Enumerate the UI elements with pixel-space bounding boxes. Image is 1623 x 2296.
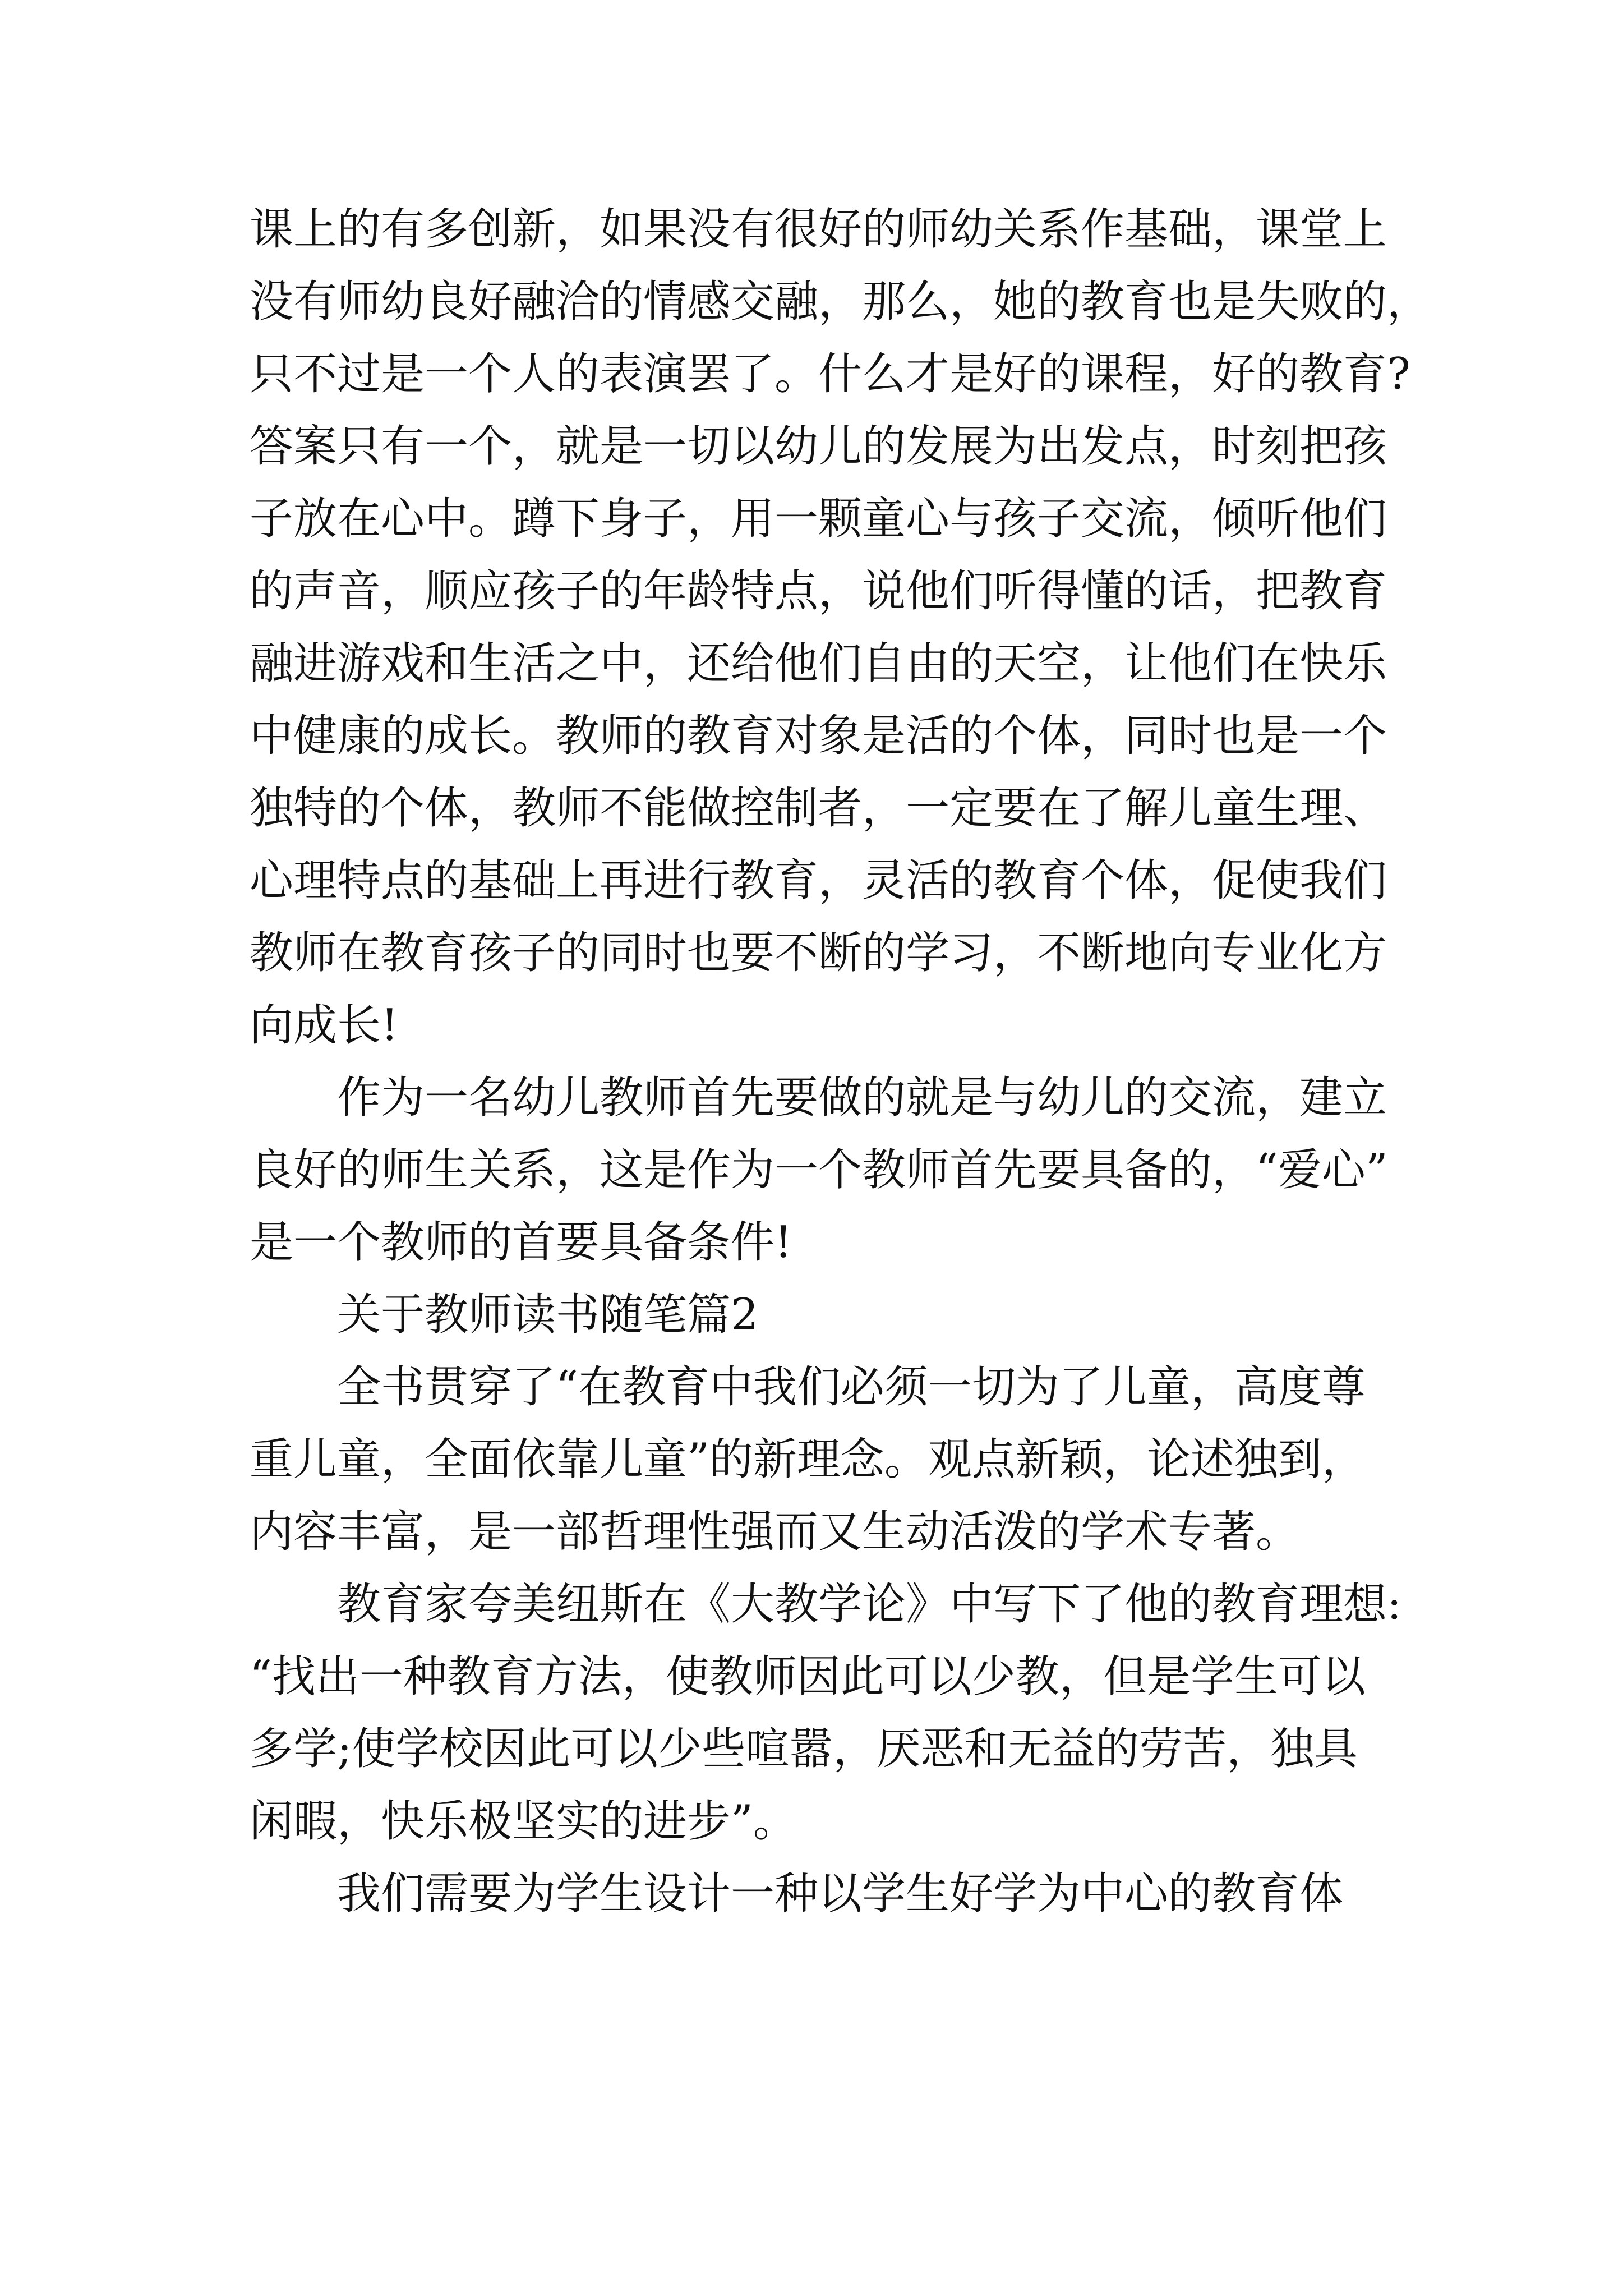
text-line: 是一个教师的首要具备条件! xyxy=(250,1217,792,1268)
text-line: 教师在教育孩子的同时也要不断的学习，不断地向专业化方 xyxy=(250,928,1387,978)
text-line: 融进游戏和生活之中，还给他们自由的天空，让他们在快乐 xyxy=(250,638,1387,689)
text-line: 中健康的成长。教师的教育对象是活的个体，同时也是一个 xyxy=(250,711,1387,761)
text-line: 课上的有多创新，如果没有很好的师幼关系作基础，课堂上 xyxy=(250,204,1387,255)
body-text xyxy=(250,194,1431,1930)
text-line: 只不过是一个人的表演罢了。什么才是好的课程，好的教育? xyxy=(250,349,1410,399)
text-line: 内容丰富，是一部哲理性强而又生动活泼的学术专著。 xyxy=(250,1507,1300,1557)
text-line: 重儿童，全面依靠儿童”的新理念。观点新颖，论述独到， xyxy=(250,1434,1366,1485)
paragraph-start-line: 教育家夸美纽斯在《大教学论》中写下了他的教育理想: xyxy=(337,1579,1402,1630)
text-line: 的声音，顺应孩子的年龄特点，说他们听得懂的话，把教育 xyxy=(250,566,1387,616)
text-line: 多学;使学校因此可以少些喧嚣，厌恶和无益的劳苦，独具 xyxy=(250,1724,1358,1774)
text-line: 心理特点的基础上再进行教育，灵活的教育个体，促使我们 xyxy=(250,855,1387,906)
text-line: 良好的师生关系，这是作为一个教师首先要具备的，“爱心” xyxy=(250,1145,1388,1195)
paragraph-start-line: 作为一名幼儿教师首先要做的就是与幼儿的交流，建立 xyxy=(337,1073,1387,1123)
text-line: 没有师幼良好融洽的情感交融，那么，她的教育也是失败的， xyxy=(250,277,1431,327)
text-line: 闲暇，快乐极坚实的进步”。 xyxy=(250,1796,797,1847)
text-line: 向成长! xyxy=(250,1000,399,1051)
paragraph-start-line: 全书贯穿了“在教育中我们必须一切为了儿童，高度尊 xyxy=(337,1362,1366,1412)
paragraph-start-line: 我们需要为学生设计一种以学生好学为中心的教育体 xyxy=(337,1869,1344,1919)
text-line: 子放在心中。蹲下身子，用一颗童心与孩子交流，倾听他们 xyxy=(250,494,1387,544)
text-line: “找出一种教育方法，使教师因此可以少教，但是学生可以 xyxy=(250,1651,1366,1702)
section-heading: 关于教师读书随笔篇2 xyxy=(337,1290,759,1340)
text-line: 答案只有一个，就是一切以幼儿的发展为出发点，时刻把孩 xyxy=(250,421,1387,472)
text-line: 独特的个体，教师不能做控制者，一定要在了解儿童生理、 xyxy=(250,783,1387,834)
